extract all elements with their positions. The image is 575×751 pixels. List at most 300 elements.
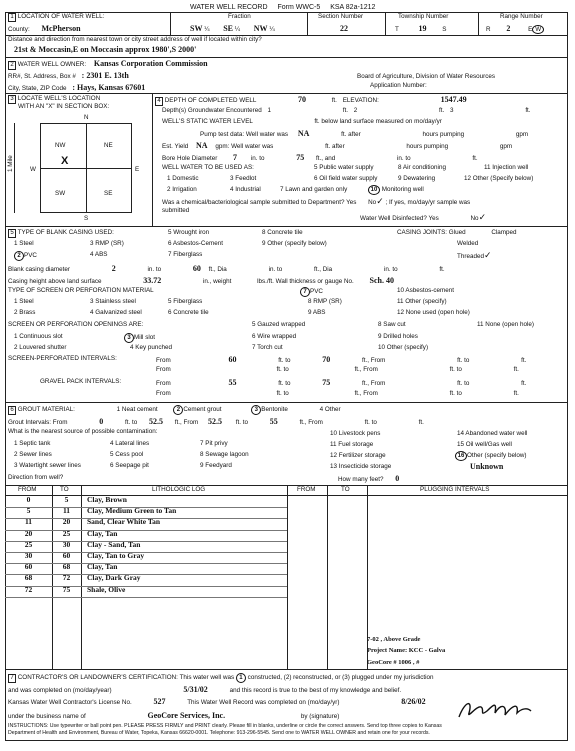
ft-from-label: ft., From bbox=[354, 366, 378, 373]
open-keypunched[interactable]: 4 Key punched bbox=[130, 344, 173, 351]
yield-value[interactable]: NA bbox=[196, 141, 208, 150]
ft-unit: ft. bbox=[439, 266, 445, 273]
city-row bbox=[8, 83, 145, 92]
yield-gpm-label: gpm: Well water was bbox=[215, 143, 274, 150]
ksa-ref: KSA 82a-1212 bbox=[330, 4, 376, 11]
use-other[interactable]: 12 Other (Specify below) bbox=[464, 175, 534, 182]
form-title bbox=[190, 4, 375, 12]
log-header-to: TO bbox=[60, 486, 69, 493]
casing-pvc[interactable] bbox=[14, 251, 37, 261]
contam-watertight[interactable]: 3 Watertight sewer lines bbox=[14, 462, 81, 469]
log-desc-cell[interactable]: Clay, Tan to Gray bbox=[87, 551, 145, 560]
contam-insecticide[interactable]: 13 Insecticide storage bbox=[330, 463, 392, 470]
compass-e: E bbox=[135, 166, 140, 173]
log-desc-cell[interactable]: Clay, Medium Green to Tan bbox=[87, 506, 177, 516]
dia-label: ft., Dia bbox=[208, 266, 227, 273]
range-r: R bbox=[486, 26, 491, 33]
log-from-cell[interactable]: 20 bbox=[24, 528, 33, 538]
casing-fiberglass[interactable]: 7 Fiberglass bbox=[168, 251, 203, 258]
grout-row bbox=[8, 405, 568, 415]
to-label: ft. to bbox=[125, 419, 138, 426]
cert-label: CONTRACTOR'S OR LANDOWNER'S CERTIFICATION: This water well was bbox=[17, 674, 235, 681]
log-from-cell[interactable]: 60 bbox=[24, 562, 33, 572]
screen-galvanized[interactable]: 4 Galvanized steel bbox=[90, 309, 142, 316]
grout-from-1[interactable]: 0 bbox=[99, 417, 104, 426]
open-none[interactable]: 11 None (open hole) bbox=[477, 321, 534, 328]
township-row bbox=[395, 24, 446, 33]
grout-3-circled[interactable]: 3 bbox=[251, 405, 261, 415]
joints-row bbox=[397, 229, 517, 236]
joints-label: CASING JOINTS: Glued bbox=[397, 229, 466, 236]
log-to-cell[interactable]: 60 bbox=[62, 551, 71, 560]
ft-from-label: ft., From bbox=[361, 380, 386, 387]
open-continuous[interactable]: 1 Continuous slot bbox=[14, 333, 63, 340]
depth-value[interactable]: 70 bbox=[297, 95, 306, 104]
compass-w: W bbox=[30, 166, 36, 173]
grout-neat[interactable]: 1 Neat cement bbox=[116, 406, 158, 413]
fraction-q2[interactable]: SE bbox=[223, 24, 234, 33]
contam-septic[interactable]: 1 Septic tank bbox=[14, 440, 51, 447]
range-value[interactable]: 2 bbox=[506, 24, 511, 33]
screen-from-value[interactable]: 60 bbox=[228, 355, 237, 364]
contam-cess[interactable]: 5 Cess pool bbox=[110, 451, 144, 458]
casing-2-circled[interactable]: 2 bbox=[14, 251, 24, 261]
business-name[interactable]: GeoCore Services, Inc. bbox=[147, 711, 226, 720]
to-label: ft. to bbox=[457, 357, 470, 364]
casing-other[interactable]: 9 Other (specify below) bbox=[262, 240, 327, 247]
distance-value[interactable]: 21st & Moccasin,E on Moccasin approx 1980',S 2000' bbox=[14, 45, 197, 54]
static-row bbox=[162, 118, 442, 125]
grout-cement: Cement grout bbox=[183, 406, 222, 413]
open-3-circled[interactable]: 3 bbox=[124, 333, 134, 343]
log-to-cell[interactable]: 72 bbox=[62, 573, 71, 583]
pump-value[interactable]: NA bbox=[297, 129, 310, 138]
log-from-cell[interactable]: 11 bbox=[24, 517, 33, 527]
gravel-interval-1 bbox=[156, 378, 566, 387]
range-e: E bbox=[528, 26, 533, 33]
in-to-label-2: in. to bbox=[268, 266, 283, 273]
screen-abs[interactable]: 9 ABS bbox=[308, 309, 326, 316]
hours-label: hours pumping bbox=[406, 143, 449, 150]
ft-from-label: ft., From bbox=[361, 357, 386, 364]
in-to-label-2: in. to bbox=[396, 155, 411, 162]
log-from-cell[interactable]: 30 bbox=[24, 551, 33, 560]
ft-from-label: ft., From bbox=[299, 419, 323, 426]
depth-label: DEPTH OF COMPLETED WELL bbox=[164, 97, 257, 104]
section-4-number: 4 bbox=[155, 97, 163, 106]
ft-unit: ft. bbox=[521, 357, 527, 364]
application-number-label: Application Number: bbox=[370, 82, 427, 89]
to-label: ft. to bbox=[278, 380, 291, 387]
in-to-label: in. to bbox=[250, 155, 265, 162]
contam-fuel[interactable]: 11 Fuel storage bbox=[330, 441, 374, 448]
joints-clamped[interactable]: Clamped bbox=[491, 229, 517, 236]
use-10-circled[interactable]: 10 bbox=[368, 185, 380, 195]
ft-unit: ft. bbox=[331, 97, 337, 104]
howmany-label: How many feet? bbox=[338, 476, 384, 483]
city-label: City, State, ZIP Code bbox=[8, 85, 67, 92]
record-label: This Water Well Record was completed on (mo/day/yr) bbox=[187, 699, 340, 706]
static-label: WELL'S STATIC WATER LEVEL bbox=[162, 118, 253, 125]
fraction-q1[interactable]: SW bbox=[190, 24, 203, 33]
quarter-mark: ¼ bbox=[234, 26, 241, 33]
contam-other[interactable] bbox=[455, 451, 527, 461]
pump-row bbox=[200, 129, 528, 138]
fraction-row bbox=[190, 24, 275, 33]
use-monitoring[interactable] bbox=[368, 185, 424, 195]
pump-label: Pump test data: Well water was bbox=[200, 131, 289, 138]
casing-steel[interactable]: 1 Steel bbox=[14, 240, 34, 247]
from-label: From bbox=[156, 390, 171, 397]
groundwater-row bbox=[162, 107, 562, 114]
bore-label: Bore Hole Diameter bbox=[162, 155, 218, 162]
joints-welded[interactable]: Welded bbox=[457, 240, 479, 247]
contam-privy[interactable]: 7 Pit privy bbox=[200, 440, 228, 447]
log-from-cell[interactable]: 0 bbox=[26, 495, 31, 504]
dia-label-2: ft., Dia bbox=[313, 266, 333, 273]
address-value[interactable]: : 2301 E. 13th bbox=[81, 71, 129, 80]
completed-label: and was completed on (mo/day/year) bbox=[8, 687, 112, 694]
casing-abs[interactable]: 4 ABS bbox=[90, 251, 108, 258]
openings-label: SCREEN OR PERFORATION OPENINGS ARE: bbox=[8, 321, 144, 328]
license-label: Kansas Water Well Contractor's License No. bbox=[8, 699, 132, 706]
log-to-cell[interactable]: 30 bbox=[62, 539, 71, 549]
screen-other[interactable]: 11 Other (specify) bbox=[397, 298, 447, 305]
screen-fiberglass[interactable]: 5 Fiberglass bbox=[168, 298, 203, 305]
use-injection[interactable]: 11 Injection well bbox=[484, 164, 529, 171]
board-label: Board of Agriculture, Division of Water Resources bbox=[357, 73, 496, 80]
from-label: From bbox=[156, 357, 171, 364]
log-header-plugging: PLUGGING INTERVALS bbox=[420, 486, 490, 493]
check-icon: ✓ bbox=[478, 213, 487, 223]
locate-label-2: WITH AN "X" IN SECTION BOX: bbox=[18, 103, 110, 110]
location-label: LOCATION OF WATER WELL: bbox=[17, 13, 105, 20]
contam-oilwell[interactable]: 15 Oil well/Gas well bbox=[457, 441, 512, 448]
ft-from-label: ft., From bbox=[174, 419, 199, 426]
ft-unit: ft. bbox=[513, 366, 519, 373]
check-icon: ✓ bbox=[483, 251, 492, 261]
use-lawn[interactable]: 7 Lawn and garden only bbox=[280, 186, 348, 193]
grid-se: SE bbox=[104, 190, 113, 197]
log-desc-cell[interactable]: Clay, Tan bbox=[87, 562, 118, 572]
screen-concrete[interactable]: 6 Concrete tile bbox=[168, 309, 209, 316]
section-5-number: 5 bbox=[8, 229, 16, 238]
contam-lagoon[interactable]: 8 Sewage lagoon bbox=[200, 451, 249, 458]
log-header-to-2: TO bbox=[341, 486, 350, 493]
gravel-to-value[interactable]: 75 bbox=[322, 378, 331, 387]
contam-other-label: Other (specify below) bbox=[467, 452, 527, 459]
compass-s: S bbox=[84, 215, 89, 222]
form-number: Form WWC-5 bbox=[277, 4, 321, 11]
use-feedlot[interactable]: 3 Feedlot bbox=[230, 175, 257, 182]
record-title: WATER WELL RECORD bbox=[190, 4, 268, 11]
section-6-number: 6 bbox=[8, 406, 16, 415]
screen-pvc[interactable] bbox=[300, 287, 323, 297]
log-desc-cell[interactable]: Clay, Dark Gray bbox=[87, 573, 141, 583]
screen-asbestos[interactable]: 10 Asbestos-cement bbox=[397, 287, 455, 294]
casing-label: TYPE OF BLANK CASING USED: bbox=[17, 229, 114, 236]
compass-n: N bbox=[84, 114, 89, 121]
county-value[interactable]: McPherson bbox=[41, 24, 81, 33]
bore-to-value[interactable]: 75 bbox=[296, 153, 305, 162]
screen-to-value[interactable]: 70 bbox=[322, 355, 331, 364]
signature-label: by (signature) bbox=[300, 713, 340, 720]
casing-concrete[interactable]: 8 Concrete tile bbox=[262, 229, 303, 236]
grout-intervals-row bbox=[8, 417, 568, 426]
log-to-cell[interactable]: 11 bbox=[62, 506, 71, 516]
chem-label: Was a chemical/bacteriological sample submitted to Department? Yes bbox=[162, 199, 357, 206]
county-label: County: bbox=[8, 26, 30, 33]
grout-2-circled[interactable]: 2 bbox=[173, 405, 183, 415]
locate-label: LOCATE WELL'S LOCATION bbox=[17, 95, 101, 102]
casing-rmp[interactable]: 3 RMP (SR) bbox=[90, 240, 124, 247]
use-irrigation[interactable]: 2 Irrigation bbox=[167, 186, 197, 193]
location-x-mark[interactable]: X bbox=[61, 155, 69, 167]
blank-label: Blank casing diameter bbox=[8, 266, 70, 273]
log-desc-cell[interactable]: Clay - Sand, Tan bbox=[87, 539, 141, 549]
open-sawcut[interactable]: 8 Saw cut bbox=[378, 321, 406, 328]
section-number-label: Section Number bbox=[318, 13, 364, 20]
log-from-cell[interactable]: 5 bbox=[26, 506, 31, 516]
gw-1: 1 bbox=[267, 107, 272, 114]
casing-wrought[interactable]: 5 Wrought iron bbox=[168, 229, 210, 236]
instructions-line-1: INSTRUCTIONS: Use typewriter or ball point pen. PLEASE PRESS FIRMLY and PRINT clearly. Please fill in blanks, underline or circle the correct answers. Send top three copies to Kansas bbox=[8, 723, 442, 729]
log-from-cell[interactable]: 25 bbox=[24, 539, 33, 549]
section-3-number: 3 bbox=[8, 95, 16, 104]
to-label: ft. to bbox=[276, 390, 289, 397]
bore-row bbox=[162, 153, 478, 162]
address-row bbox=[8, 71, 129, 80]
cert-label-2: constructed, (2) reconstructed, or (3) plugged under my jurisdiction bbox=[247, 674, 434, 681]
check-icon: ✓ bbox=[376, 197, 384, 207]
contam-seepage[interactable]: 6 Seepage pit bbox=[110, 462, 149, 469]
contam-sewer[interactable]: 2 Sewer lines bbox=[14, 451, 52, 458]
elevation-value[interactable]: 1547.49 bbox=[440, 95, 467, 104]
joints-threaded-label: Threaded bbox=[457, 253, 484, 260]
submitted-label: submitted bbox=[162, 207, 190, 214]
use-industrial[interactable]: 4 Industrial bbox=[230, 186, 261, 193]
grout-to-2[interactable]: 55 bbox=[269, 417, 278, 426]
height-label: Casing height above land surface bbox=[8, 278, 102, 285]
open-wire[interactable]: 6 Wire wrapped bbox=[252, 333, 297, 340]
grout-to-1[interactable]: 52.5 bbox=[149, 417, 163, 426]
contam-abandoned[interactable]: 14 Abandoned water well bbox=[457, 430, 528, 437]
open-louvered[interactable]: 2 Louvered shutter bbox=[14, 344, 67, 351]
log-note-project: Project Name: KCC - Galva bbox=[367, 647, 446, 654]
log-to-cell[interactable]: 75 bbox=[62, 584, 71, 594]
gravel-label: GRAVEL PACK INTERVALS: bbox=[40, 378, 122, 385]
section-2-number: 2 bbox=[8, 61, 16, 70]
to-label: ft. to bbox=[235, 419, 248, 426]
from-label: From bbox=[156, 380, 171, 387]
business-label: under the business name of bbox=[8, 713, 86, 720]
screen-interval-2 bbox=[156, 366, 566, 373]
township-t: T bbox=[395, 26, 399, 33]
ft-unit: ft. bbox=[521, 380, 527, 387]
blank-row bbox=[8, 264, 445, 273]
fraction-label: Fraction bbox=[228, 13, 251, 20]
disinfected-label: Water Well Disinfected? Yes bbox=[360, 215, 439, 222]
use-dewatering[interactable]: 9 Dewatering bbox=[398, 175, 436, 182]
distance-label: Distance and direction from nearest town or city street address of well if located within city? bbox=[8, 36, 262, 43]
township-dir: S bbox=[442, 26, 447, 33]
open-millslot[interactable] bbox=[124, 333, 155, 343]
grid-ne: NE bbox=[104, 142, 113, 149]
contamination-label: What is the nearest source of possible contamination: bbox=[8, 428, 158, 435]
owner-row bbox=[8, 59, 208, 70]
open-torch[interactable]: 7 Torch cut bbox=[252, 344, 283, 351]
disinfected-no[interactable]: No bbox=[470, 215, 479, 222]
log-to-cell[interactable]: 20 bbox=[62, 517, 71, 527]
grout-label: GROUT MATERIAL: bbox=[17, 406, 75, 413]
contam-livestock[interactable]: 10 Livestock pens bbox=[330, 430, 381, 437]
gpm-label: gpm bbox=[515, 131, 529, 138]
screen-steel[interactable]: 1 Steel bbox=[14, 298, 34, 305]
log-desc-cell[interactable]: Sand, Clear White Tan bbox=[87, 517, 161, 527]
screen-intervals-label: SCREEN-PERFORATED INTERVALS: bbox=[8, 355, 117, 362]
log-to-cell[interactable]: 25 bbox=[62, 528, 71, 538]
range-label: Range Number bbox=[500, 13, 543, 20]
log-to-cell[interactable]: 68 bbox=[62, 562, 71, 572]
gauge-value[interactable]: Sch. 40 bbox=[369, 276, 394, 285]
casing-pvc-label: PVC bbox=[24, 252, 37, 259]
quarter-mark: ¼ bbox=[269, 26, 275, 33]
license-number[interactable]: 527 bbox=[153, 697, 166, 706]
elevation-label: ELEVATION: bbox=[342, 97, 379, 104]
weight-label: in., weight bbox=[202, 278, 232, 285]
log-note-above-grade: 7-02 , Above Grade bbox=[367, 636, 421, 643]
gravel-from-value[interactable]: 55 bbox=[228, 378, 237, 387]
city-value[interactable]: : Hays, Kansas 67601 bbox=[72, 83, 146, 92]
chem-rest: ; If yes, mo/day/yr sample was bbox=[385, 199, 471, 206]
after-label: ft. after bbox=[341, 131, 361, 138]
ft-unit: ft. bbox=[513, 390, 519, 397]
contam-feedyard[interactable]: 9 Feedyard bbox=[200, 462, 232, 469]
log-desc-cell[interactable]: Clay, Tan bbox=[87, 528, 118, 538]
open-millslot-label: Mill slot bbox=[134, 334, 155, 341]
ft-unit: ft. bbox=[525, 107, 531, 114]
height-value[interactable]: 33.72 bbox=[143, 276, 162, 285]
howmany-value[interactable]: 0 bbox=[395, 474, 400, 483]
township-value[interactable]: 19 bbox=[418, 24, 427, 33]
open-drilled[interactable]: 9 Drilled holes bbox=[378, 333, 418, 340]
contam-lateral[interactable]: 4 Lateral lines bbox=[110, 440, 150, 447]
log-header-from-2: FROM bbox=[297, 486, 316, 493]
gw-3: 3 bbox=[450, 107, 454, 114]
log-row-divider bbox=[5, 597, 287, 598]
screen-7-circled[interactable]: 7 bbox=[300, 287, 310, 297]
open-gauzed[interactable]: 5 Gauzed wrapped bbox=[252, 321, 306, 328]
screen-rmp[interactable]: 8 RMP (SR) bbox=[308, 298, 342, 305]
use-air-conditioning[interactable]: 8 Air conditioning bbox=[398, 164, 446, 171]
section-1-label bbox=[8, 13, 104, 22]
yield-label: Est. Yield bbox=[162, 143, 189, 150]
hours-label: hours pumping bbox=[422, 131, 465, 138]
from-label: From bbox=[156, 366, 171, 373]
in-to-label: in. to bbox=[147, 266, 162, 273]
yield-row bbox=[162, 141, 512, 150]
range-w-circled[interactable]: W bbox=[532, 25, 544, 34]
contam-fertilizer[interactable]: 12 Fertilizer storage bbox=[330, 452, 386, 459]
owner-value[interactable]: Kansas Corporation Commission bbox=[93, 59, 208, 68]
instructions-line-2: Department of Health and Environment, Bureau of Water, Topeka, Kansas 66620-0001. Telephone: 913-296-5545. Send one to WATER WELL OWNER and retain one for your records. bbox=[8, 730, 430, 736]
section-number-value[interactable]: 22 bbox=[340, 24, 348, 33]
joints-threaded[interactable] bbox=[457, 251, 492, 261]
grout-bentonite: Bentonite bbox=[261, 406, 288, 413]
open-other[interactable]: 10 Other (specify) bbox=[378, 344, 429, 351]
township-label: Township Number bbox=[398, 13, 449, 20]
cert-1-circled[interactable]: 1 bbox=[236, 673, 246, 683]
lbsft-label: lbs./ft. Wall thickness or gauge No. bbox=[257, 278, 354, 285]
screen-label: TYPE OF SCREEN OR PERFORATION MATERIAL bbox=[8, 287, 154, 294]
log-to-cell[interactable]: 5 bbox=[64, 495, 69, 504]
grout-from-2[interactable]: 52.5 bbox=[207, 417, 222, 426]
log-header-from: FROM bbox=[18, 486, 37, 493]
screen-none[interactable]: 12 None used (open hole) bbox=[397, 309, 470, 316]
grid-sw: SW bbox=[55, 190, 66, 197]
to-label: ft. to bbox=[364, 419, 377, 426]
use-public[interactable]: 5 Public water supply bbox=[314, 164, 374, 171]
screen-brass[interactable]: 2 Brass bbox=[14, 309, 36, 316]
chem-no[interactable]: No bbox=[368, 199, 377, 206]
completed-date[interactable]: 5/31/02 bbox=[183, 685, 208, 694]
gpm-label: gpm bbox=[499, 143, 513, 150]
screen-pvc-label: PVC bbox=[310, 288, 323, 295]
log-desc-cell[interactable]: Shale, Olive bbox=[87, 584, 126, 594]
screen-stainless[interactable]: 3 Stainless steel bbox=[90, 298, 136, 305]
after-label: ft. after bbox=[325, 143, 345, 150]
to-label: ft. to bbox=[457, 380, 470, 387]
log-header-lithologic: LITHOLOGIC LOG bbox=[152, 486, 206, 493]
mile-label: 1 Mile bbox=[6, 155, 14, 173]
blank-value[interactable]: 2 bbox=[111, 264, 116, 273]
record-date[interactable]: 8/26/02 bbox=[401, 697, 426, 706]
grout-intervals-label: Grout Intervals: From bbox=[8, 419, 68, 426]
bore-value[interactable]: 7 bbox=[233, 153, 238, 162]
log-from-cell[interactable]: 68 bbox=[24, 573, 33, 583]
gravel-interval-2 bbox=[156, 390, 566, 397]
to-label: ft. to bbox=[449, 390, 462, 397]
and-label: ft., and bbox=[315, 155, 336, 162]
chem-row bbox=[162, 197, 470, 207]
address-label: RR#, St. Address, Box # bbox=[8, 73, 76, 80]
use-domestic[interactable]: 1 Domestic bbox=[167, 175, 199, 182]
disinfect-row bbox=[360, 213, 486, 223]
to-label: ft. to bbox=[278, 357, 291, 364]
height-row bbox=[8, 276, 394, 285]
contam-16-circled[interactable]: 16 bbox=[455, 451, 467, 461]
blank-to-value[interactable]: 60 bbox=[192, 264, 201, 273]
log-from-cell[interactable]: 72 bbox=[24, 584, 33, 594]
grout-other[interactable]: 4 Other bbox=[319, 406, 341, 413]
use-label: WELL WATER TO BE USED AS: bbox=[162, 164, 254, 171]
ft-unit: ft. bbox=[418, 419, 424, 426]
ft-unit: ft. bbox=[472, 155, 478, 162]
to-label: ft. to bbox=[276, 366, 289, 373]
log-desc-cell[interactable]: Clay, Brown bbox=[87, 495, 127, 504]
belief-label: and this record is true to the best of my knowledge and belief. bbox=[229, 687, 402, 694]
screen-interval-1 bbox=[156, 355, 566, 364]
use-oilfield[interactable]: 6 Oil field water supply bbox=[314, 175, 378, 182]
use-monitoring-label: Monitoring well bbox=[381, 186, 424, 193]
contam-unknown-value[interactable]: Unknown bbox=[470, 462, 504, 471]
signature-icon bbox=[455, 693, 535, 723]
casing-asbestos[interactable]: 6 Asbestos-Cement bbox=[168, 240, 223, 247]
fraction-q3[interactable]: NW bbox=[253, 24, 268, 33]
groundwater-label: Depth(s) Groundwater Encountered bbox=[162, 107, 262, 114]
section-7-number: 7 bbox=[8, 674, 16, 683]
quarter-mark: ¼ bbox=[204, 26, 210, 33]
